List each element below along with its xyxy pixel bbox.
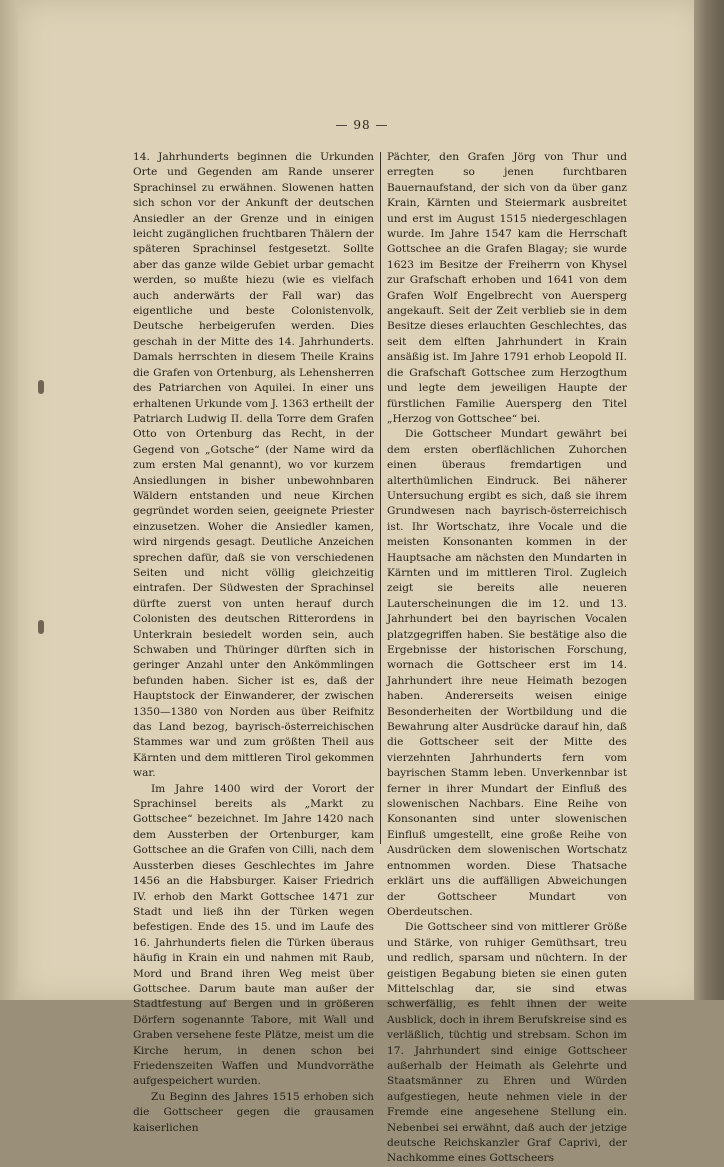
paragraph: Zu Beginn des Jahres 1515 erhoben sich die Gottscheer gegen die grausamen kaiserlichen [133,1090,374,1134]
paragraph: Im Jahre 1400 wird der Vorort der Sprachinsel bereits als „Markt zu Gottschee“ bezeichnet. Im Jahre 1420 nach dem Aussterben der Ortenburger, kam Gottschee an die Grafen von Cilli, nach dem Aussterben dieses Geschlechtes im Jahre 1456 an die Habsburger. Kaiser Friedrich IV. erhob den Markt Gottschee 1471 zur Stadt und ließ ihn der Türken wegen befestigen. Ende des 15. und im Laufe des 16. Jahrhunderts fielen die Türken überaus häufig in Krain ein und nahmen mit Raub, Mord und Brand ihren Weg meist über Gottschee. Darum baute man außer der Stadtfestung auf Bergen und in größeren Dörfern sogenannte Tabore, mit Wall und Graben versehene feste Plätze, meist um die Kirche herum, in denen schon bei Friedenszeiten Waffen und Mundvorräthe aufgespeichert wurden. [133,782,374,1088]
column-divider [380,152,381,844]
paragraph: 14. Jahrhunderts beginnen die Urkunden Orte und Gegenden am Rande unserer Sprachinsel zu erwähnen. Slowenen hatten sich schon vor der Ankunft der deutschen Ansiedler an der Grenze und in einigen leicht zugänglichen fruchtbaren Thälern der späteren Sprachinsel festgesetzt. Sollte aber das ganze wilde Gebiet urbar gemacht werden, so mußte hiezu (wie es vielfach auch anderwärts der Fall war) das eigentliche und beste Colonistenvolk, Deutsche herbeigerufen werden. Dies geschah in der Mitte des 14. Jahrhunderts. Damals herrschten in diesem Theile Krains die Grafen von Ortenburg, als Lehensherren des Patriarchen von Aquilei. In einer uns erhaltenen Urkunde vom J. 1363 ertheilt der Patriarch Ludwig II. della Torre dem Grafen Otto von Ortenburg das Recht, in der Gegend von „Gotsche“ (der Name wird da zum ersten Mal genannt), wo vor kurzem Ansiedlungen in bisher unbewohnbaren Wäldern entstanden und neue Kirchen gegründet worden seien, geeignete Priester einzusetzen. Woher die Ansiedler kamen, wird nirgends gesagt. Deutliche Anzeichen sprechen dafür, daß sie von verschiedenen Seiten und nicht völlig gleichzeitig eintrafen. Der Südwesten der Sprachinsel dürfte zuerst von unten herauf durch Colonisten des deutschen Ritterordens in Unterkrain besiedelt worden sein, auch Schwaben und Thüringer dürften sich in geringer Anzahl unter den Ankömmlingen befunden haben. Sicher ist es, daß der Hauptstock der Einwanderer, der zwischen 1350—1380 von Norden aus über Reifnitz das Land bezog, bayrisch-österreichischen Stammes war und zum größten Theil aus Kärnten und dem mittleren Tirol gekommen war. [133,151,374,780]
paragraph: Die Gottscheer sind von mittlerer Größe und Stärke, von ruhiger Gemüthsart, treu und redlich, sparsam und nüchtern. In der geistigen Begabung bieten sie einen guten Mittelschlag dar, sie sind etwas schwerfällig, es fehlt ihnen der weite Ausblick, doch in ihrem Berufskreise sind es verläßlich, tüchtig und strebsam. Schon im 17. Jahrhundert sind einige Gottscheer außerhalb der Heimath als Gelehrte und Staatsmänner zu Ehren und Würden aufgestiegen, heute nehmen viele in der Fremde eine angesehene Stellung ein. Nebenbei sei erwähnt, daß auch der jetzige deutsche Reichskanzler Graf Caprivi, der Nachkomme eines Gottscheers [387,921,627,1165]
binding-hole [38,620,44,634]
left-text-column [133,150,374,1136]
paragraph: Pächter, den Grafen Jörg von Thur und erregten so jenen furchtbaren Bauernaufstand, der sich von da über ganz Krain, Kärnten und Steiermark ausbreitet und erst im August 1515 niedergeschlagen wurde. Im Jahre 1547 kam die Herrschaft Gottschee an die Grafen Blagay; sie wurde 1623 im Besitze der Freiherrn von Khysel zur Grafschaft erhoben und 1641 von dem Grafen Wolf Engelbrecht von Auersperg angekauft. Seit der Zeit verblieb sie in dem Besitze dieses erlauchten Geschlechtes, das seit dem elften Jahrhundert in Krain ansäßig ist. Im Jahre 1791 erhob Leopold II. die Grafschaft Gottschee zum Herzogthum und legte dem jeweiligen Haupte der fürstlichen Familie Auersperg den Titel „Herzog von Gottschee“ bei. [387,151,627,425]
binding-hole [38,380,44,394]
page-fold-shadow [694,0,724,1000]
right-text-column [387,150,627,1167]
page-number: — 98 — [335,118,389,132]
paragraph: Die Gottscheer Mundart gewährt bei dem ersten oberflächlichen Zuhorchen einen überaus fremdartigen und alterthümlichen Eindruck. Bei näherer Untersuchung ergibt es sich, daß sie ihrem Grundwesen nach bayrisch-österreichisch ist. Ihr Wortschatz, ihre Vocale und die meisten Konsonanten kommen in der Hauptsache am nächsten den Mundarten in Kärnten und im mittleren Tirol. Zugleich zeigt sie bereits alle neueren Lauterscheinungen die im 12. und 13. Jahrhundert bei den bayrischen Vocalen platzgegriffen haben. Sie bestätige also die Ergebnisse der historischen Forschung, wornach die Gottscheer erst im 14. Jahrhundert ihre neue Heimath bezogen haben. Andererseits weisen einige Besonderheiten der Wortbildung und die Bewahrung alter Ausdrücke darauf hin, daß die Gottscheer seit der Mitte des vierzehnten Jahrhunderts fern vom bayrischen Stamm leben. Unverkennbar ist ferner in ihrer Mundart der Einfluß des slowenischen Nachbars. Eine Reihe von Konsonanten sind unter slowenischen Einfluß umgestellt, eine große Reihe von Ausdrücken dem slowenischen Wortschatz entnommen worden. Diese Thatsache erklärt uns die auffälligen Abweichungen der Gottscheer Mundart von Oberdeutschen. [387,428,627,918]
